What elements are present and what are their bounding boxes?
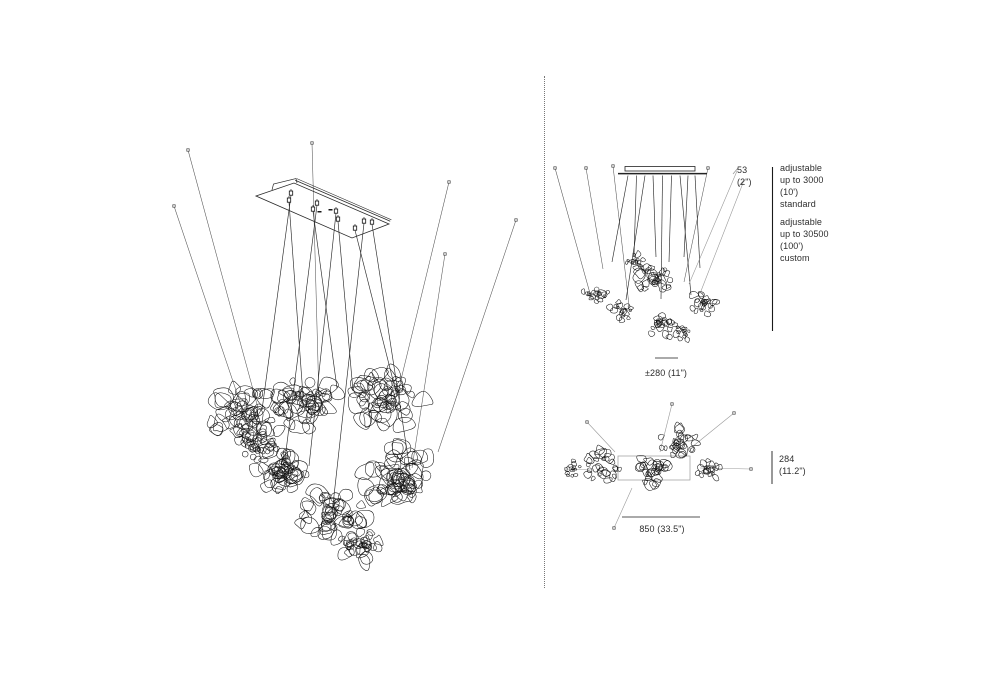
note-suspension-standard	[780, 162, 824, 210]
dimension-depth-mm: 284	[779, 454, 795, 464]
isometric-view-drawing	[173, 142, 517, 571]
note-line: up to 3000	[780, 175, 824, 185]
dimension-front-drop: ±280 (11")	[645, 368, 687, 378]
note-line: (100')	[780, 241, 804, 251]
note-line: (10')	[780, 187, 799, 197]
dimension-sphere-mm: 53	[737, 165, 748, 175]
top-view-drawing	[565, 403, 752, 529]
section-divider-dotted-line	[544, 76, 545, 588]
note-line: up to 30500	[780, 229, 829, 239]
note-line: adjustable	[780, 163, 823, 173]
dimension-top-width: 850 (33.5")	[639, 524, 685, 534]
dimension-top-depth	[779, 453, 806, 477]
note-line: custom	[780, 253, 810, 263]
dimension-sphere-inches: (2")	[737, 177, 752, 187]
front-view-drawing	[554, 165, 744, 343]
note-suspension-custom	[780, 216, 829, 264]
note-line: adjustable	[780, 217, 823, 227]
dimension-sphere-diameter	[737, 164, 752, 188]
note-line: standard	[780, 199, 816, 209]
dimension-depth-inches: (11.2")	[779, 466, 806, 476]
